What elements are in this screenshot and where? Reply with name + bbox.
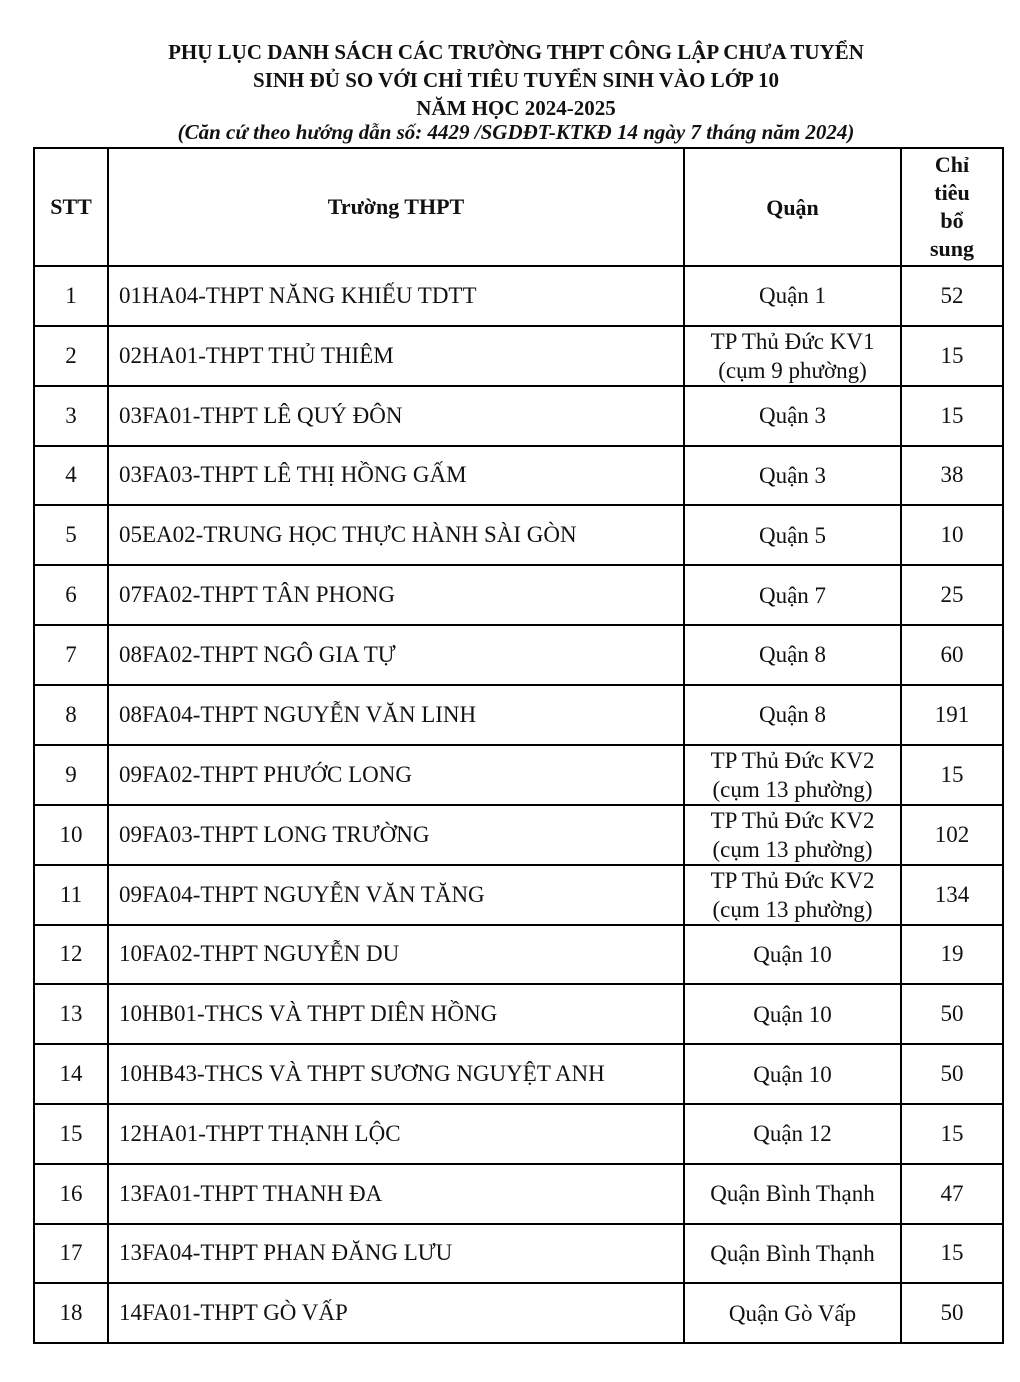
cell-school: 07FA02-THPT TÂN PHONG	[108, 565, 684, 625]
table-row	[34, 984, 1003, 1044]
table-body	[34, 266, 1003, 1343]
cell-district	[684, 865, 901, 925]
table-row	[34, 326, 1003, 386]
document-title	[0, 38, 1020, 122]
cell-district	[684, 984, 901, 1044]
cell-stt: 16	[34, 1164, 108, 1224]
cell-stt: 10	[34, 805, 108, 865]
cell-stt: 18	[34, 1283, 108, 1343]
table-row	[34, 446, 1003, 506]
cell-district-line: Quận Bình Thạnh	[710, 1181, 875, 1207]
table-row	[34, 386, 1003, 446]
cell-school: 05EA02-TRUNG HỌC THỰC HÀNH SÀI GÒN	[108, 505, 684, 565]
cell-district-line: TP Thủ Đức KV2	[710, 867, 875, 893]
table-row	[34, 266, 1003, 326]
cell-school: 09FA04-THPT NGUYỄN VĂN TĂNG	[108, 865, 684, 925]
cell-district-line: Quận 8	[758, 642, 827, 668]
header-quota-line: tiêu	[934, 180, 970, 205]
header-quota-line: sung	[929, 236, 975, 261]
table-row	[34, 565, 1003, 625]
cell-district	[684, 386, 901, 446]
cell-stt: 15	[34, 1104, 108, 1164]
cell-stt: 2	[34, 326, 108, 386]
cell-school: 14FA01-THPT GÒ VẤP	[108, 1283, 684, 1343]
cell-district	[684, 565, 901, 625]
cell-school: 09FA02-THPT PHƯỚC LONG	[108, 745, 684, 805]
table-row	[34, 685, 1003, 745]
table-row	[34, 925, 1003, 985]
cell-stt: 3	[34, 386, 108, 446]
header-stt: STT	[34, 148, 108, 266]
cell-stt: 9	[34, 745, 108, 805]
cell-school: 13FA01-THPT THANH ĐA	[108, 1164, 684, 1224]
cell-school: 03FA03-THPT LÊ THỊ HỒNG GẤM	[108, 446, 684, 506]
cell-district	[684, 326, 901, 386]
table-row	[34, 1164, 1003, 1224]
cell-quota: 134	[901, 865, 1003, 925]
header-quota-line: bổ	[940, 208, 964, 233]
cell-district-line: Quận 3	[758, 403, 827, 429]
cell-quota: 25	[901, 565, 1003, 625]
cell-district-line: (cụm 13 phường)	[712, 776, 873, 802]
cell-quota: 50	[901, 1283, 1003, 1343]
cell-stt: 7	[34, 625, 108, 685]
cell-stt: 8	[34, 685, 108, 745]
cell-district	[684, 266, 901, 326]
cell-quota: 52	[901, 266, 1003, 326]
cell-district-line: TP Thủ Đức KV1	[710, 328, 875, 354]
cell-stt: 1	[34, 266, 108, 326]
table-row	[34, 1224, 1003, 1284]
cell-stt: 12	[34, 925, 108, 985]
table-row	[34, 1104, 1003, 1164]
cell-quota: 60	[901, 625, 1003, 685]
cell-district-line: TP Thủ Đức KV2	[710, 807, 875, 833]
cell-quota: 15	[901, 326, 1003, 386]
cell-school: 01HA04-THPT NĂNG KHIẾU TDTT	[108, 266, 684, 326]
header-quota-line: Chỉ	[934, 152, 970, 177]
table-row	[34, 625, 1003, 685]
cell-quota: 50	[901, 984, 1003, 1044]
cell-school: 08FA04-THPT NGUYỄN VĂN LINH	[108, 685, 684, 745]
school-table	[33, 147, 1004, 1344]
cell-school: 10HB43-THCS VÀ THPT SƯƠNG NGUYỆT ANH	[108, 1044, 684, 1104]
cell-district-line: Quận Gò Vấp	[728, 1300, 857, 1326]
table-header-row	[34, 148, 1003, 266]
cell-quota: 15	[901, 1224, 1003, 1284]
title-line-2: SINH ĐỦ SO VỚI CHỈ TIÊU TUYỂN SINH VÀO LỚP 10	[253, 68, 779, 92]
cell-stt: 4	[34, 446, 108, 506]
title-line-1: PHỤ LỤC DANH SÁCH CÁC TRƯỜNG THPT CÔNG LẬP CHƯA TUYỂN	[168, 40, 864, 64]
cell-quota: 15	[901, 745, 1003, 805]
cell-quota: 50	[901, 1044, 1003, 1104]
cell-stt: 6	[34, 565, 108, 625]
cell-district	[684, 1224, 901, 1284]
cell-school: 13FA04-THPT PHAN ĐĂNG LƯU	[108, 1224, 684, 1284]
cell-school: 09FA03-THPT LONG TRƯỜNG	[108, 805, 684, 865]
cell-district	[684, 625, 901, 685]
cell-district	[684, 446, 901, 506]
document-subtitle: (Căn cứ theo hướng dẫn số: 4429 /SGDĐT-KTKĐ 14 ngày 7 tháng năm 2024)	[177, 120, 855, 144]
header-quota	[901, 148, 1003, 266]
cell-stt: 11	[34, 865, 108, 925]
cell-stt: 17	[34, 1224, 108, 1284]
cell-district-line: Quận 10	[753, 941, 832, 967]
cell-district-line: Quận 10	[753, 1061, 832, 1087]
cell-quota: 10	[901, 505, 1003, 565]
cell-district-line: Quận Bình Thạnh	[710, 1240, 875, 1266]
cell-district-line: Quận 7	[758, 582, 827, 608]
header-school: Trường THPT	[108, 148, 684, 266]
cell-district-line: Quận 3	[758, 462, 827, 488]
cell-district	[684, 505, 901, 565]
cell-district-line: (cụm 13 phường)	[712, 836, 873, 862]
table-row	[34, 865, 1003, 925]
cell-district	[684, 925, 901, 985]
cell-district	[684, 685, 901, 745]
cell-quota: 38	[901, 446, 1003, 506]
cell-school: 08FA02-THPT NGÔ GIA TỰ	[108, 625, 684, 685]
table-row	[34, 745, 1003, 805]
cell-quota: 47	[901, 1164, 1003, 1224]
table-row	[34, 505, 1003, 565]
header-district: Quận	[684, 148, 901, 266]
table-row	[34, 805, 1003, 865]
cell-stt: 5	[34, 505, 108, 565]
cell-stt: 14	[34, 1044, 108, 1104]
cell-district-line: Quận 5	[758, 522, 827, 548]
cell-quota: 191	[901, 685, 1003, 745]
cell-district-line: Quận 12	[753, 1121, 832, 1147]
cell-quota: 102	[901, 805, 1003, 865]
title-line-3: NĂM HỌC 2024-2025	[416, 96, 616, 120]
table-row	[34, 1283, 1003, 1343]
cell-district-line: (cụm 13 phường)	[712, 896, 873, 922]
cell-district	[684, 805, 901, 865]
cell-district-line: Quận 1	[758, 283, 827, 309]
table-row	[34, 1044, 1003, 1104]
cell-district	[684, 1044, 901, 1104]
cell-district-line: Quận 8	[758, 702, 827, 728]
cell-quota: 19	[901, 925, 1003, 985]
cell-school: 03FA01-THPT LÊ QUÝ ĐÔN	[108, 386, 684, 446]
cell-school: 02HA01-THPT THỦ THIÊM	[108, 326, 684, 386]
cell-district	[684, 1104, 901, 1164]
cell-district	[684, 745, 901, 805]
cell-district	[684, 1283, 901, 1343]
cell-district	[684, 1164, 901, 1224]
cell-quota: 15	[901, 386, 1003, 446]
cell-district-line: Quận 10	[753, 1001, 832, 1027]
cell-school: 10FA02-THPT NGUYỄN DU	[108, 925, 684, 985]
cell-district-line: TP Thủ Đức KV2	[710, 747, 875, 773]
cell-school: 12HA01-THPT THẠNH LỘC	[108, 1104, 684, 1164]
cell-district-line: (cụm 9 phường)	[718, 357, 867, 383]
cell-quota: 15	[901, 1104, 1003, 1164]
cell-school: 10HB01-THCS VÀ THPT DIÊN HỒNG	[108, 984, 684, 1044]
cell-stt: 13	[34, 984, 108, 1044]
